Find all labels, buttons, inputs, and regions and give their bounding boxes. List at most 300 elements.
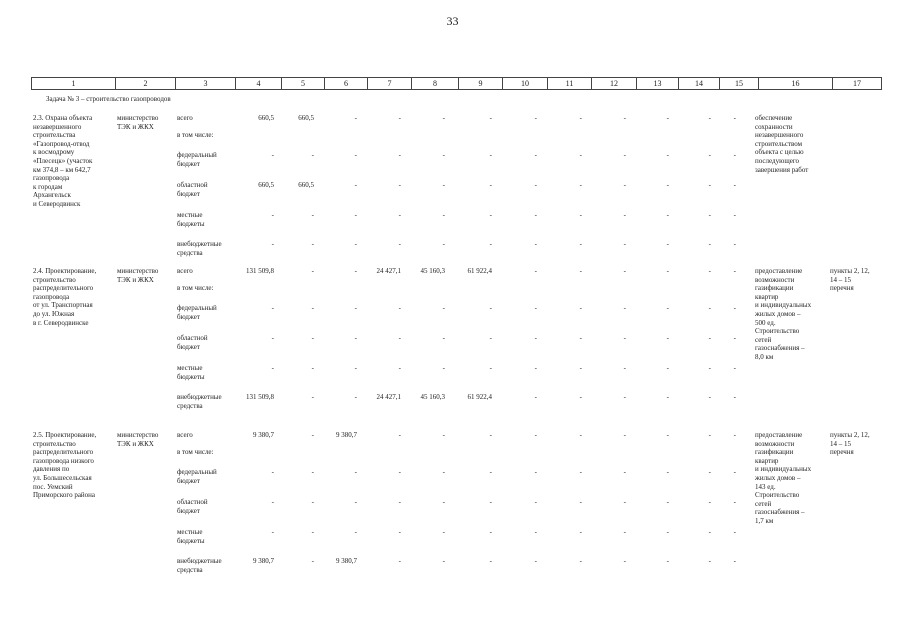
text-line: бюджет <box>177 476 200 485</box>
table-cell: - <box>534 468 537 476</box>
table-cell: - <box>733 528 736 536</box>
funding-source-label <box>177 468 217 485</box>
table-cell: - <box>579 431 582 439</box>
text-line: газификации <box>755 284 794 293</box>
table-cell: - <box>733 267 736 275</box>
text-line: 2.4. Проектирование, <box>33 267 97 275</box>
text-line: областной <box>177 334 208 342</box>
table-cell: - <box>271 528 274 536</box>
table-cell: - <box>442 240 445 248</box>
table-cell: - <box>442 211 445 219</box>
text-line: распределительного <box>33 448 94 457</box>
table-cell: - <box>489 498 492 506</box>
table-cell: 660,5 <box>298 114 314 122</box>
text-line: средства <box>177 248 203 257</box>
text-line: 2.5. Проектирование, <box>33 431 97 439</box>
table-cell: - <box>398 304 401 312</box>
table-cell: 24 427,1 <box>376 267 401 275</box>
table-cell: - <box>733 240 736 248</box>
text-line: внебюджетные <box>177 557 222 565</box>
table-cell: - <box>708 240 711 248</box>
text-line: км 374,8 – км 642,7 <box>33 165 91 174</box>
table-cell: - <box>708 211 711 219</box>
header-col-5: 5 <box>282 78 325 90</box>
table-cell: - <box>708 557 711 565</box>
text-line: газоснабжения – <box>755 344 805 353</box>
text-line: ТЭК и ЖКХ <box>117 439 154 448</box>
text-line: местные <box>177 364 203 372</box>
funding-source-label <box>177 498 208 515</box>
text-line: внебюджетные <box>177 393 222 401</box>
table-cell: - <box>579 334 582 342</box>
table-cell: - <box>733 431 736 439</box>
table-cell: - <box>271 334 274 342</box>
header-col-14: 14 <box>679 78 720 90</box>
text-line: завершения работ <box>755 165 809 174</box>
text-line: 14 – 15 <box>830 275 851 284</box>
text-line: бюджеты <box>177 536 205 545</box>
table-cell: - <box>733 393 736 401</box>
table-cell: - <box>708 528 711 536</box>
table-cell: - <box>271 468 274 476</box>
table-cell: - <box>442 528 445 536</box>
table-cell: - <box>354 151 357 159</box>
text-line: в том числе: <box>177 284 214 292</box>
funding-source-label <box>177 211 205 228</box>
text-line: газопровода <box>33 292 70 301</box>
text-line: бюджет <box>177 159 200 168</box>
text-line: газоснабжения – <box>755 508 805 517</box>
table-cell: - <box>534 304 537 312</box>
funding-source-label <box>177 393 222 410</box>
text-line: министерство <box>117 114 159 122</box>
text-line: строительство <box>33 439 76 448</box>
table-cell: - <box>354 468 357 476</box>
table-cell: - <box>579 151 582 159</box>
text-line: к восмодрому <box>33 148 75 157</box>
table-cell: - <box>442 431 445 439</box>
table-cell: - <box>311 240 314 248</box>
table-cell: - <box>442 181 445 189</box>
table-cell: - <box>311 334 314 342</box>
table-cell: - <box>579 181 582 189</box>
table-cell: - <box>398 498 401 506</box>
table-cell: - <box>442 364 445 372</box>
table-cell: - <box>489 114 492 122</box>
table-cell: - <box>311 557 314 565</box>
table-cell: - <box>489 240 492 248</box>
task-title: Задача № 3 – строительство газопроводов <box>46 95 171 103</box>
table-cell: - <box>311 267 314 275</box>
table-cell: - <box>398 431 401 439</box>
text-line: незавершенного <box>33 122 82 131</box>
text-line: «Газопровод-отвод <box>33 139 90 148</box>
table-cell: - <box>398 468 401 476</box>
table-cell: - <box>442 557 445 565</box>
table-cell: - <box>442 468 445 476</box>
text-line: местные <box>177 211 203 219</box>
table-cell: - <box>733 304 736 312</box>
table-cell: - <box>534 334 537 342</box>
text-line: строительством <box>755 139 803 148</box>
text-line: сетей <box>755 335 772 344</box>
table-cell: - <box>666 498 669 506</box>
table-cell: - <box>623 468 626 476</box>
table-cell: - <box>666 468 669 476</box>
text-line: квартир <box>755 292 779 301</box>
table-cell: - <box>534 557 537 565</box>
table-cell: - <box>579 114 582 122</box>
expected-result <box>755 267 811 362</box>
executor <box>117 431 158 448</box>
expected-result <box>755 431 811 526</box>
table-cell: - <box>534 498 537 506</box>
header-col-2: 2 <box>116 78 176 90</box>
table-cell: - <box>708 468 711 476</box>
table-cell: - <box>489 334 492 342</box>
text-line: бюджеты <box>177 372 205 381</box>
text-line: газопровода низкого <box>33 456 94 465</box>
table-cell: 660,5 <box>298 181 314 189</box>
table-cell: - <box>733 468 736 476</box>
table-cell: - <box>354 114 357 122</box>
text-line: незавершенного <box>755 131 804 140</box>
table-cell: - <box>311 431 314 439</box>
table-cell: - <box>666 304 669 312</box>
table-cell: - <box>666 334 669 342</box>
text-line: ТЭК и ЖКХ <box>117 122 154 131</box>
table-cell: - <box>623 393 626 401</box>
text-line: и индивидуальных <box>755 465 812 474</box>
table-cell: - <box>354 304 357 312</box>
text-line: к городам <box>33 182 63 191</box>
text-line: пункты 2, 12, <box>830 431 870 439</box>
table-cell: - <box>666 557 669 565</box>
text-line: ул. Большесельская <box>33 473 92 482</box>
text-line: 1,7 км <box>755 516 774 525</box>
table-cell: - <box>579 393 582 401</box>
header-col-13: 13 <box>637 78 679 90</box>
table-cell: - <box>623 304 626 312</box>
text-line: областной <box>177 498 208 506</box>
text-line: всего <box>177 114 193 122</box>
text-line: и Северодвинск <box>33 199 81 208</box>
text-line: Строительство <box>755 491 800 500</box>
header-col-11: 11 <box>548 78 592 90</box>
table-cell: - <box>623 114 626 122</box>
table-cell: - <box>666 267 669 275</box>
funding-source-label <box>177 304 217 321</box>
table-cell: - <box>271 304 274 312</box>
text-line: в том числе: <box>177 131 214 139</box>
table-cell: - <box>623 211 626 219</box>
text-line: всего <box>177 267 193 275</box>
funding-source-label <box>177 267 193 276</box>
table-cell: 9 380,7 <box>253 557 274 565</box>
table-cell: 131 509,8 <box>246 267 274 275</box>
text-line: строительство <box>33 275 76 284</box>
text-line: распределительного <box>33 284 94 293</box>
header-col-8: 8 <box>412 78 459 90</box>
table-cell: - <box>623 364 626 372</box>
table-cell: 660,5 <box>258 181 274 189</box>
text-line: бюджет <box>177 506 200 515</box>
text-line: предоставление <box>755 431 803 439</box>
table-cell: - <box>733 364 736 372</box>
table-cell: - <box>354 528 357 536</box>
funding-source-label <box>177 284 214 293</box>
executor <box>117 114 158 131</box>
table-cell: - <box>534 114 537 122</box>
table-cell: - <box>708 334 711 342</box>
table-cell: - <box>733 498 736 506</box>
text-line: федеральный <box>177 304 217 312</box>
table-cell: - <box>534 240 537 248</box>
header-col-1: 1 <box>32 78 116 90</box>
text-line: пос. Уемский <box>33 482 73 491</box>
funding-source-label <box>177 114 193 123</box>
text-line: местные <box>177 528 203 536</box>
table-cell: - <box>271 498 274 506</box>
table-cell: 61 922,4 <box>467 267 492 275</box>
table-cell: - <box>489 304 492 312</box>
text-line: жилых домов – <box>755 473 801 482</box>
table-cell: 9 380,7 <box>336 557 357 565</box>
header-col-6: 6 <box>325 78 368 90</box>
table-cell: 660,5 <box>258 114 274 122</box>
table-cell: - <box>666 240 669 248</box>
table-cell: - <box>489 431 492 439</box>
table-cell: - <box>489 151 492 159</box>
text-line: и индивидуальных <box>755 301 812 310</box>
text-line: в том числе: <box>177 448 214 456</box>
text-line: возможности <box>755 275 795 284</box>
measure-name <box>33 267 96 327</box>
text-line: пункты 2, 12, <box>830 267 870 275</box>
measure-name <box>33 431 96 500</box>
table-cell: 45 160,3 <box>420 267 445 275</box>
table-cell: - <box>579 364 582 372</box>
text-line: газопровода <box>33 174 70 183</box>
funding-source-label <box>177 448 214 457</box>
table-cell: - <box>534 431 537 439</box>
header-col-9: 9 <box>459 78 503 90</box>
table-cell: - <box>623 498 626 506</box>
table-cell: - <box>311 393 314 401</box>
funding-source-label <box>177 151 217 168</box>
funding-source-label <box>177 131 214 140</box>
table-cell: - <box>354 393 357 401</box>
table-cell: - <box>271 211 274 219</box>
table-cell: - <box>311 304 314 312</box>
text-line: 2.3. Охрана объекта <box>33 114 93 122</box>
table-cell: - <box>579 211 582 219</box>
table-cell: - <box>398 240 401 248</box>
table-cell: - <box>708 393 711 401</box>
text-line: «Плесецк» (участок <box>33 156 93 165</box>
column-header-table <box>31 77 882 90</box>
text-line: областной <box>177 181 208 189</box>
table-cell: - <box>708 498 711 506</box>
table-cell: - <box>666 528 669 536</box>
table-cell: - <box>398 151 401 159</box>
table-cell: - <box>489 211 492 219</box>
table-cell: - <box>733 334 736 342</box>
text-line: предоставление <box>755 267 803 275</box>
funding-source-label <box>177 528 205 545</box>
table-cell: - <box>534 151 537 159</box>
table-cell: - <box>666 393 669 401</box>
table-cell: - <box>534 393 537 401</box>
table-cell: - <box>534 364 537 372</box>
table-cell: - <box>579 498 582 506</box>
measure-name <box>33 114 92 209</box>
table-cell: - <box>623 431 626 439</box>
table-cell: - <box>398 528 401 536</box>
text-line: от ул. Транспортная <box>33 301 93 310</box>
table-cell: - <box>398 557 401 565</box>
table-cell: - <box>666 431 669 439</box>
text-line: ТЭК и ЖКХ <box>117 275 154 284</box>
table-cell: - <box>311 498 314 506</box>
text-line: объекта с целью <box>755 148 804 157</box>
table-cell: - <box>354 211 357 219</box>
funding-source-label <box>177 431 193 440</box>
table-cell: - <box>354 364 357 372</box>
header-col-15: 15 <box>720 78 759 90</box>
table-cell: - <box>534 211 537 219</box>
text-line: жилых домов – <box>755 309 801 318</box>
table-cell: 61 922,4 <box>467 393 492 401</box>
table-cell: - <box>733 211 736 219</box>
table-cell: 45 160,3 <box>420 393 445 401</box>
table-cell: - <box>708 364 711 372</box>
text-line: внебюджетные <box>177 240 222 248</box>
header-col-7: 7 <box>368 78 412 90</box>
table-cell: - <box>534 181 537 189</box>
table-cell: - <box>733 557 736 565</box>
table-cell: - <box>666 114 669 122</box>
executor <box>117 267 158 284</box>
table-cell: - <box>708 304 711 312</box>
funding-source-label <box>177 364 205 381</box>
text-line: перечня <box>830 448 854 457</box>
indicator-reference <box>830 267 870 293</box>
table-cell: - <box>623 334 626 342</box>
table-cell: - <box>398 181 401 189</box>
indicator-reference <box>830 431 870 457</box>
table-cell: - <box>271 364 274 372</box>
text-line: квартир <box>755 456 779 465</box>
table-cell: - <box>579 528 582 536</box>
table-cell: - <box>489 468 492 476</box>
table-cell: - <box>271 151 274 159</box>
text-line: 143 ед. <box>755 482 776 491</box>
table-cell: - <box>311 528 314 536</box>
table-cell: - <box>442 498 445 506</box>
table-cell: - <box>623 181 626 189</box>
table-cell: - <box>579 468 582 476</box>
text-line: возможности <box>755 439 795 448</box>
table-cell: - <box>666 211 669 219</box>
text-line: средства <box>177 401 203 410</box>
table-cell: - <box>489 528 492 536</box>
text-line: сохранности <box>755 122 793 131</box>
table-cell: - <box>733 181 736 189</box>
table-cell: - <box>623 240 626 248</box>
text-line: федеральный <box>177 151 217 159</box>
table-cell: - <box>354 240 357 248</box>
table-cell: - <box>579 304 582 312</box>
table-cell: - <box>442 304 445 312</box>
table-cell: - <box>708 151 711 159</box>
table-cell: - <box>489 364 492 372</box>
text-line: обеспечение <box>755 114 793 122</box>
table-cell: - <box>733 114 736 122</box>
expected-result <box>755 114 808 174</box>
header-col-3: 3 <box>176 78 236 90</box>
table-cell: 9 380,7 <box>253 431 274 439</box>
table-cell: - <box>534 528 537 536</box>
table-cell: - <box>489 557 492 565</box>
text-line: всего <box>177 431 193 439</box>
text-line: 500 ед. <box>755 318 776 327</box>
text-line: Строительство <box>755 327 800 336</box>
text-line: газификации <box>755 448 794 457</box>
funding-source-label <box>177 240 222 257</box>
table-cell: - <box>398 114 401 122</box>
text-line: бюджет <box>177 312 200 321</box>
text-line: в г. Северодвинске <box>33 318 89 327</box>
table-cell: - <box>579 557 582 565</box>
table-cell: 24 427,1 <box>376 393 401 401</box>
funding-source-label <box>177 557 222 574</box>
table-cell: - <box>623 151 626 159</box>
table-cell: - <box>708 181 711 189</box>
funding-source-label <box>177 334 208 351</box>
text-line: 14 – 15 <box>830 439 851 448</box>
header-col-17: 17 <box>833 78 882 90</box>
table-cell: - <box>579 267 582 275</box>
table-cell: - <box>708 267 711 275</box>
table-cell: - <box>708 114 711 122</box>
table-cell: - <box>442 114 445 122</box>
header-col-12: 12 <box>592 78 637 90</box>
header-col-4: 4 <box>236 78 282 90</box>
table-cell: - <box>398 334 401 342</box>
table-cell: - <box>666 181 669 189</box>
text-line: до ул. Южная <box>33 309 75 318</box>
table-cell: - <box>354 498 357 506</box>
table-cell: - <box>666 364 669 372</box>
text-line: министерство <box>117 267 159 275</box>
text-line: министерство <box>117 431 159 439</box>
table-cell: - <box>442 151 445 159</box>
table-cell: - <box>442 334 445 342</box>
table-cell: - <box>623 267 626 275</box>
text-line: бюджет <box>177 189 200 198</box>
text-line: строительства <box>33 131 76 140</box>
table-cell: - <box>311 364 314 372</box>
text-line: федеральный <box>177 468 217 476</box>
text-line: давления по <box>33 465 70 474</box>
header-row <box>32 78 882 90</box>
table-cell: - <box>354 334 357 342</box>
text-line: сетей <box>755 499 772 508</box>
text-line: средства <box>177 565 203 574</box>
text-line: бюджет <box>177 342 200 351</box>
table-cell: - <box>534 267 537 275</box>
